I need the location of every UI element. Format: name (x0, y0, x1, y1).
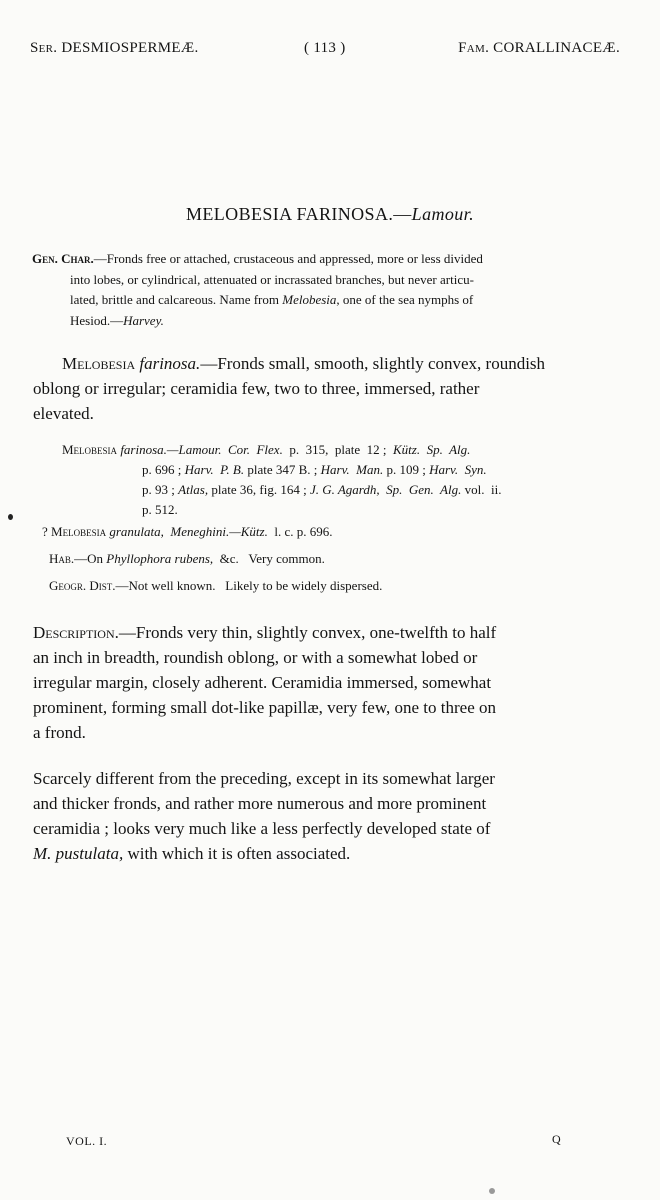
title-author: Lamour. (411, 204, 474, 224)
text-run: Melobesia (62, 442, 121, 457)
diagnosis-line-1: Melobesia farinosa.—Fronds small, smooth, slightly convex, roundish (62, 354, 546, 373)
genchar-label: Gen. Char. (32, 251, 94, 266)
remarks-line-3: ceramidia ; looks very much like a less perfectly developed state of (33, 819, 491, 838)
genchar-line-4: Hesiod.—Harvey. (70, 312, 164, 328)
text-run: Harv. Syn. (429, 462, 487, 477)
text-run: Hab. (49, 551, 75, 566)
reference-line (62, 480, 622, 500)
reference-line (62, 460, 622, 480)
reference-line (62, 500, 622, 520)
text-run: plate 347 B. ; (244, 462, 321, 477)
genchar-line-2: into lobes, or cylindrical, attenuated or incrassated branches, but never articu- (70, 271, 474, 287)
text-run: Kütz. Sp. Alg. (392, 442, 471, 457)
species-title (0, 204, 660, 225)
text-run: p. 696 ; (142, 462, 185, 477)
diagnosis-line-2: oblong or irregular; ceramidia few, two to three, immersed, rather (33, 379, 480, 398)
text-run: Geogr. Dist. (49, 578, 116, 593)
text-run: Phyllophora rubens, (106, 551, 214, 566)
remarks-line-2: and thicker fronds, and rather more numerous and more prominent (33, 794, 487, 813)
text-run: Atlas, (178, 482, 209, 497)
text-run: ? Melobesia (42, 524, 110, 539)
text-run: &c. Very common. (213, 551, 325, 566)
description-line-4: prominent, forming small dot-like papillæ, very few, one to three on (33, 698, 496, 717)
signature-mark: Q (552, 1132, 561, 1146)
species-diagnosis (33, 351, 622, 426)
description-line-5: a frond. (33, 723, 86, 742)
text-run: —Not well known. Likely to be widely dispersed. (115, 578, 383, 593)
remarks-line-4: M. pustulata, with which it is often associated. (33, 844, 351, 863)
ink-speck (8, 514, 13, 520)
references-block (62, 440, 622, 520)
remarks-paragraph (33, 766, 625, 866)
running-header (30, 40, 620, 64)
diagnosis-line-3: elevated. (33, 404, 94, 423)
genchar-line-1: Gen. Char.—Fronds free or attached, crustaceous and appressed, more or less divided (32, 251, 483, 266)
text-run: Harv. P. B. (184, 462, 245, 477)
description-line-2: an inch in breadth, roundish oblong, or with a somewhat lobed or (33, 648, 478, 667)
text-run: p. 109 ; (383, 462, 430, 477)
volume-mark: VOL. I. (66, 1134, 108, 1148)
title-name: MELOBESIA FARINOSA.— (185, 204, 412, 224)
text-run: p. 93 ; (142, 482, 179, 497)
text-run: J. G. Agardh, Sp. Gen. Alg. (309, 482, 462, 497)
text-run: p. 315, plate 12 ; (282, 442, 393, 457)
text-run: plate 36, fig. 164 ; (208, 482, 310, 497)
text-run: Harv. Man. (320, 462, 384, 477)
header-family: Fam. CORALLINACEÆ. (458, 40, 620, 56)
generic-character (32, 249, 622, 331)
text-run: farinosa.—Lamour. Cor. Flex. (120, 442, 283, 457)
text-run: p. 512. (142, 502, 178, 517)
genchar-line-3: lated, brittle and calcareous. Name from Melobesia, one of the sea nymphs of (70, 292, 474, 307)
text-run: vol. ii. (461, 482, 502, 497)
habitat-line (49, 551, 325, 567)
text-run: granulata, Meneghini.—Kütz. (109, 524, 268, 539)
text-run: l. c. p. 696. (267, 524, 333, 539)
description-line-1: Description.—Fronds very thin, slightly convex, one-twelfth to half (33, 623, 497, 642)
description-line-3: irregular margin, closely adherent. Ceramidia immersed, somewhat (33, 673, 492, 692)
page-number: ( 113 ) (304, 40, 346, 56)
header-series: Ser. DESMIOSPERMEÆ. (30, 40, 199, 56)
text-run: —On (74, 551, 107, 566)
remarks-line-1: Scarcely different from the preceding, except in its somewhat larger (33, 769, 495, 788)
description-paragraph (33, 620, 625, 745)
synonym-line (42, 524, 333, 540)
ink-speck (489, 1188, 495, 1194)
reference-line (62, 440, 622, 460)
distribution-line (49, 578, 382, 594)
